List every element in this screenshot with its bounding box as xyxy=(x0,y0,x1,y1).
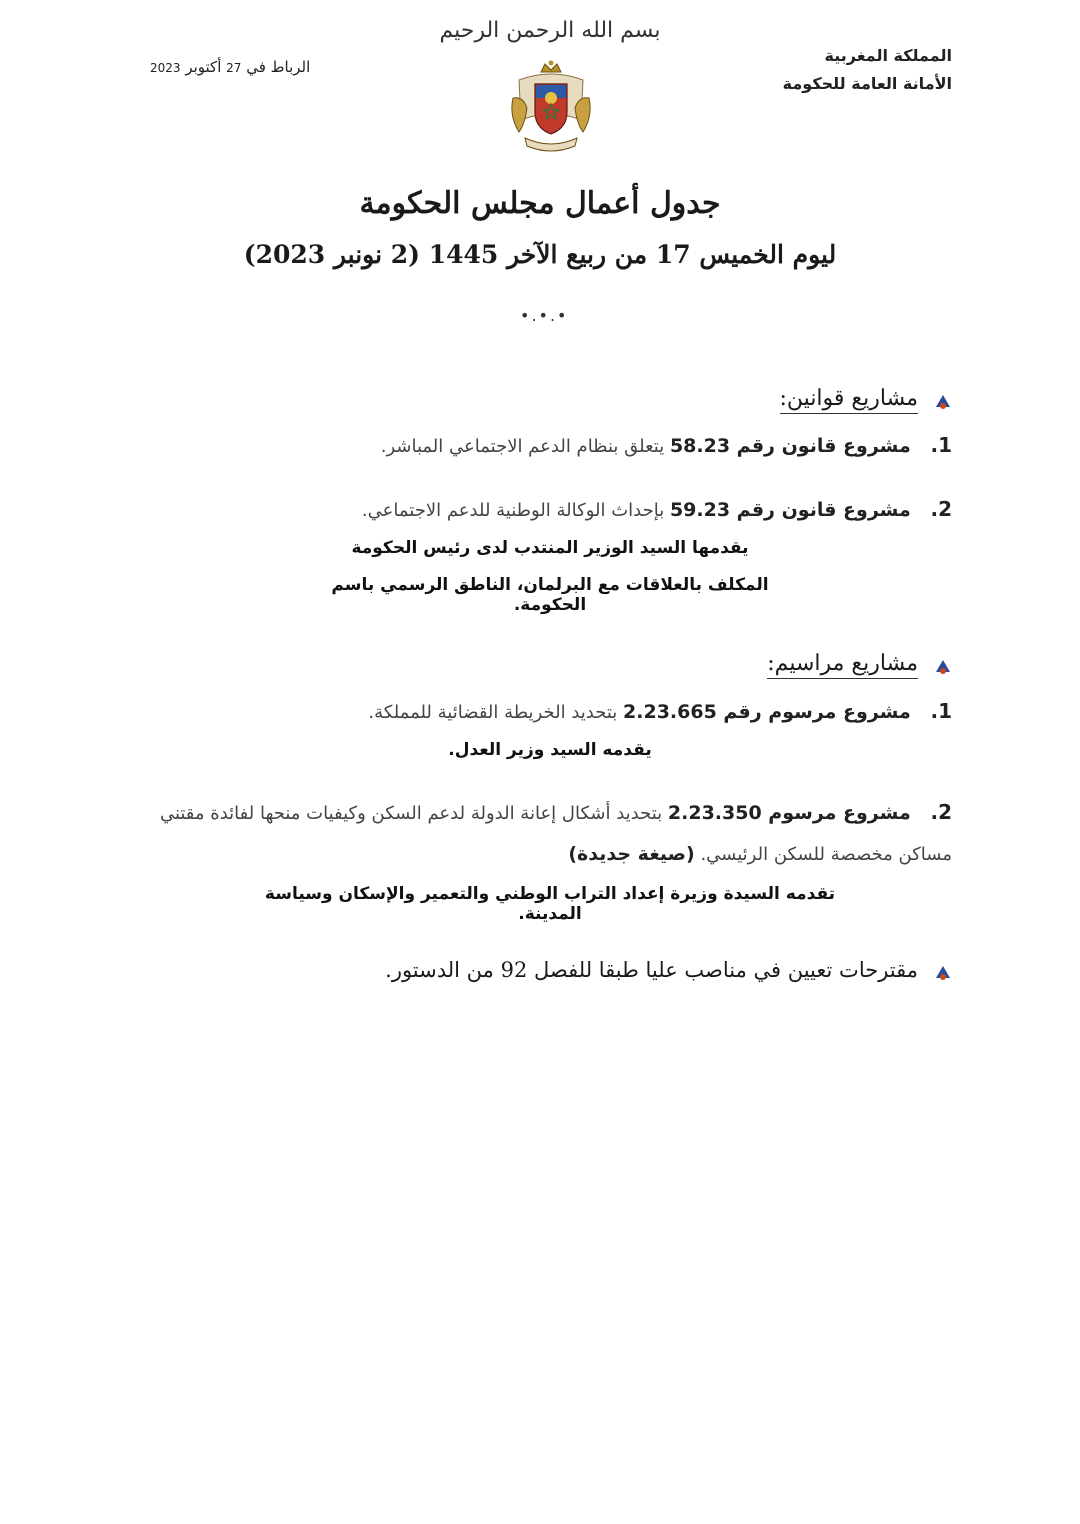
item-description: بإحداث الوكالة الوطنية للدعم الاجتماعي. xyxy=(361,500,665,521)
bullet-icon xyxy=(936,660,950,672)
place-date xyxy=(150,58,310,76)
place: الرباط في xyxy=(246,58,311,76)
section-decrees-heading: مشاريع مراسيم: xyxy=(767,651,918,679)
item-title: مشروع قانون رقم 58.23 xyxy=(669,435,911,457)
separator: •.•.• xyxy=(520,306,569,325)
presenter-laws-line2: المكلف بالعلاقات مع البرلمان، الناطق الرسمي باسم الحكومة. xyxy=(331,575,769,615)
presenter-laws-line1: يقدمها السيد الوزير المنتدب لدى رئيس الحكومة xyxy=(351,538,749,558)
meeting-date: ليوم الخميس 17 من ربيع الآخر 1445 (2 نونبر 2023) xyxy=(243,240,837,269)
item-number: 2. xyxy=(930,800,952,824)
item-description: يتعلق بنظام الدعم الاجتماعي المباشر. xyxy=(380,436,665,457)
presenter-decree-1: يقدمه السيد وزير العدل. xyxy=(448,740,652,760)
item-number: 1. xyxy=(930,433,952,457)
item-number: 1. xyxy=(930,699,952,723)
law-item-2 xyxy=(362,494,952,526)
date-day: 27 xyxy=(226,61,242,75)
item-description: بتحديد الخريطة القضائية للمملكة. xyxy=(368,702,618,723)
item-description-cont: مساكن مخصصة للسكن الرئيسي. xyxy=(700,844,952,865)
coat-of-arms-icon xyxy=(505,58,597,156)
issuer-block xyxy=(783,42,952,98)
bullet-icon xyxy=(936,395,950,407)
date-year: 2023 xyxy=(150,61,181,75)
item-title: مشروع مرسوم 2.23.350 xyxy=(667,802,911,824)
bullet-icon xyxy=(936,966,950,978)
item-note: (صيغة جديدة) xyxy=(568,843,695,865)
secretariat-name: الأمانة العامة للحكومة xyxy=(782,74,952,93)
section-appointments-heading: مقترحات تعيين في مناصب عليا طبقا للفصل 92 من الدستور. xyxy=(385,958,918,982)
decree-item-2 xyxy=(132,797,952,870)
basmala: بسم الله الرحمن الرحيم xyxy=(439,18,661,43)
page-title: جدول أعمال مجلس الحكومة xyxy=(359,186,721,221)
section-laws-heading: مشاريع قوانين: xyxy=(780,386,918,414)
item-description: بتحديد أشكال إعانة الدولة لدعم السكن وكيفيات منحها لفائدة مقتني xyxy=(159,803,663,824)
kingdom-name: المملكة المغربية xyxy=(824,46,952,65)
item-title: مشروع قانون رقم 59.23 xyxy=(669,499,911,521)
item-title: مشروع مرسوم رقم 2.23.665 xyxy=(623,701,911,723)
item-number: 2. xyxy=(930,497,952,521)
decree-item-1 xyxy=(368,696,952,728)
presenter-decree-2: تقدمه السيدة وزيرة إعداد التراب الوطني والتعمير والإسكان وسياسة المدينة. xyxy=(264,884,836,924)
date-month: أكتوبر xyxy=(185,58,222,76)
law-item-1 xyxy=(381,430,952,462)
